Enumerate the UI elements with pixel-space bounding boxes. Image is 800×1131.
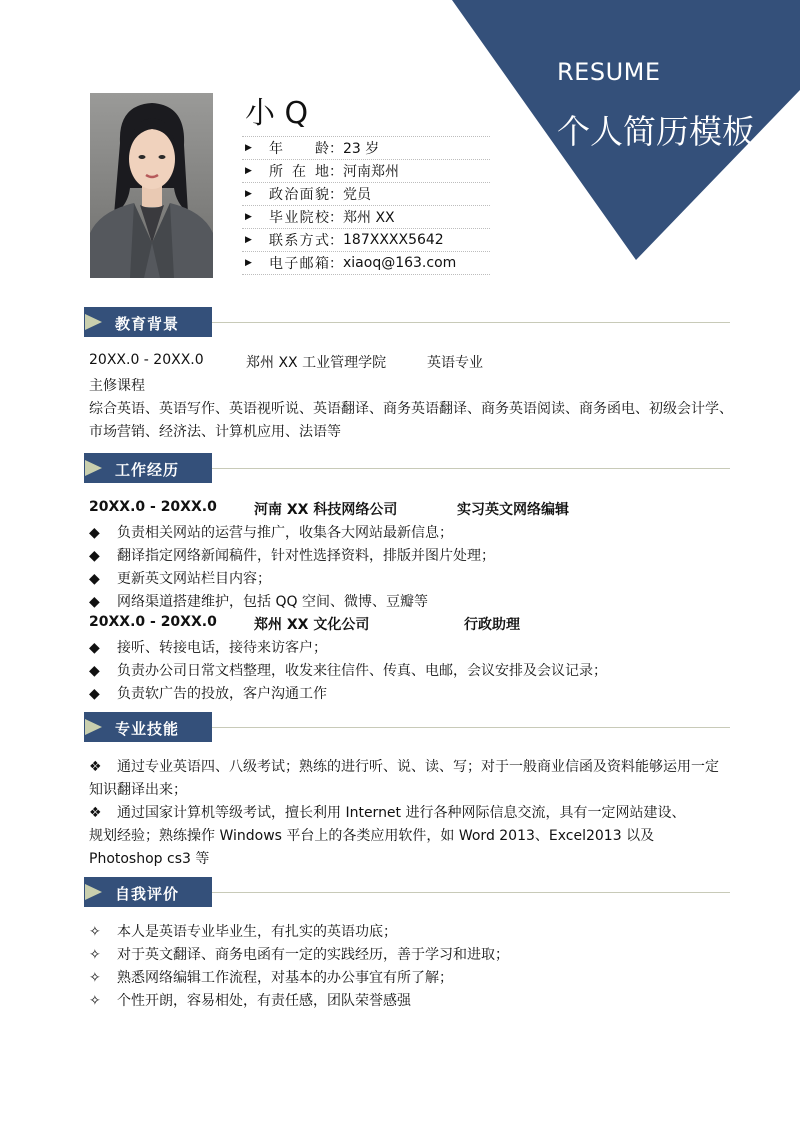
triangle-bullet-icon: ▶ <box>245 166 252 176</box>
skill-item-2-line-1: ❖ 通过国家计算机等级考试，擅长利用 Internet 进行各种网际信息交流，具有一定网站建设、 <box>89 805 686 821</box>
candidate-name: 小 Q <box>245 96 309 131</box>
star-bullet-icon: ✧ <box>89 970 101 986</box>
info-row-political: ▶ 政治面貌 ： 党员 <box>242 182 490 205</box>
resume-chinese-title: 个人简历模板 <box>557 112 755 151</box>
self-eval-item: ✧ 个性开朗，容易相处，有责任感，团队荣誉感强 <box>89 993 411 1009</box>
self-eval-item: ✧ 熟悉网络编辑工作流程，对基本的办公事宜有所了解； <box>89 970 453 986</box>
job-1-date: 20XX.0 - 20XX.0 <box>89 499 217 515</box>
skill-item-1-line-1: ❖ 通过专业英语四、八级考试；熟练的进行听、说、读、写；对于一般商业信函及资料能够运用一定 <box>89 759 719 775</box>
job-2-duty: ◆ 负责软广告的投放，客户沟通工作 <box>89 686 327 702</box>
diamond-bullet-icon: ◆ <box>89 548 100 564</box>
info-row-email: ▶ 电子邮箱 ： xiaoq@163.com <box>242 251 490 275</box>
triangle-bullet-icon: ▶ <box>245 143 252 153</box>
profile-photo <box>90 93 213 278</box>
diamond-bullet-icon: ◆ <box>89 594 100 610</box>
info-row-age: ▶ 年 龄 ： 23 岁 <box>242 136 490 159</box>
clover-bullet-icon: ❖ <box>89 805 102 821</box>
info-row-phone: ▶ 联系方式 ： 187XXXX5642 <box>242 228 490 251</box>
section-arrow-icon <box>85 460 103 476</box>
personal-info-list <box>242 136 490 275</box>
skill-item-2-line-2: 规划经验；熟练操作 Windows 平台上的各类应用软件，如 Word 2013、Excel2013 以及 <box>89 828 655 844</box>
diamond-bullet-icon: ◆ <box>89 525 100 541</box>
star-bullet-icon: ✧ <box>89 924 101 940</box>
diamond-bullet-icon: ◆ <box>89 686 100 702</box>
star-bullet-icon: ✧ <box>89 993 101 1009</box>
diamond-bullet-icon: ◆ <box>89 663 100 679</box>
section-header-skills: 专业技能 <box>84 712 730 742</box>
job-1-duty: ◆ 网络渠道搭建维护，包括 QQ 空间、微博、豆瓣等 <box>89 594 428 610</box>
job-1-company: 河南 XX 科技网络公司 <box>254 502 398 518</box>
education-major: 英语专业 <box>427 355 483 371</box>
triangle-bullet-icon: ▶ <box>245 235 252 245</box>
skill-item-2-line-3: Photoshop cs3 等 <box>89 851 210 867</box>
triangle-bullet-icon: ▶ <box>245 212 252 222</box>
self-eval-item: ✧ 本人是英语专业毕业生，有扎实的英语功底； <box>89 924 397 940</box>
job-2-duty: ◆ 接听、转接电话，接待来访客户； <box>89 640 327 656</box>
section-arrow-icon <box>85 719 103 735</box>
job-1-duty: ◆ 负责相关网站的运营与推广，收集各大网站最新信息； <box>89 525 453 541</box>
education-date: 20XX.0 - 20XX.0 <box>89 352 204 368</box>
job-1-duty: ◆ 更新英文网站栏目内容； <box>89 571 271 587</box>
section-header-education: 教育背景 <box>84 307 730 337</box>
courses-line-1: 综合英语、英语写作、英语视听说、英语翻译、商务英语翻译、商务英语阅读、商务函电、初级会计学、 <box>89 401 733 417</box>
info-row-school: ▶ 毕业院校 ： 郑州 XX <box>242 205 490 228</box>
job-2-company: 郑州 XX 文化公司 <box>254 617 370 633</box>
info-row-location: ▶ 所 在 地 ： 河南郑州 <box>242 159 490 182</box>
section-arrow-icon <box>85 314 103 330</box>
job-1-duty: ◆ 翻译指定网络新闻稿件，针对性选择资料，排版并图片处理； <box>89 548 495 564</box>
diamond-bullet-icon: ◆ <box>89 640 100 656</box>
triangle-bullet-icon: ▶ <box>245 258 252 268</box>
section-header-self-evaluation: 自我评价 <box>84 877 730 907</box>
diamond-bullet-icon: ◆ <box>89 571 100 587</box>
job-1-role: 实习英文网络编辑 <box>457 502 569 518</box>
courses-line-2: 市场营销、经济法、计算机应用、法语等 <box>89 424 341 440</box>
job-2-date: 20XX.0 - 20XX.0 <box>89 614 217 630</box>
skill-item-1-line-2: 知识翻译出来； <box>89 782 187 798</box>
clover-bullet-icon: ❖ <box>89 759 102 775</box>
courses-label: 主修课程 <box>89 378 145 394</box>
triangle-bullet-icon: ▶ <box>245 189 252 199</box>
section-arrow-icon <box>85 884 103 900</box>
job-2-duty: ◆ 负责办公司日常文档整理，收发来往信件、传真、电邮，会议安排及会议记录； <box>89 663 607 679</box>
self-eval-item: ✧ 对于英文翻译、商务电函有一定的实践经历，善于学习和进取； <box>89 947 509 963</box>
star-bullet-icon: ✧ <box>89 947 101 963</box>
section-header-work: 工作经历 <box>84 453 730 483</box>
education-school: 郑州 XX 工业管理学院 <box>246 355 387 371</box>
resume-english-title: RESUME <box>557 58 661 86</box>
job-2-role: 行政助理 <box>464 617 520 633</box>
